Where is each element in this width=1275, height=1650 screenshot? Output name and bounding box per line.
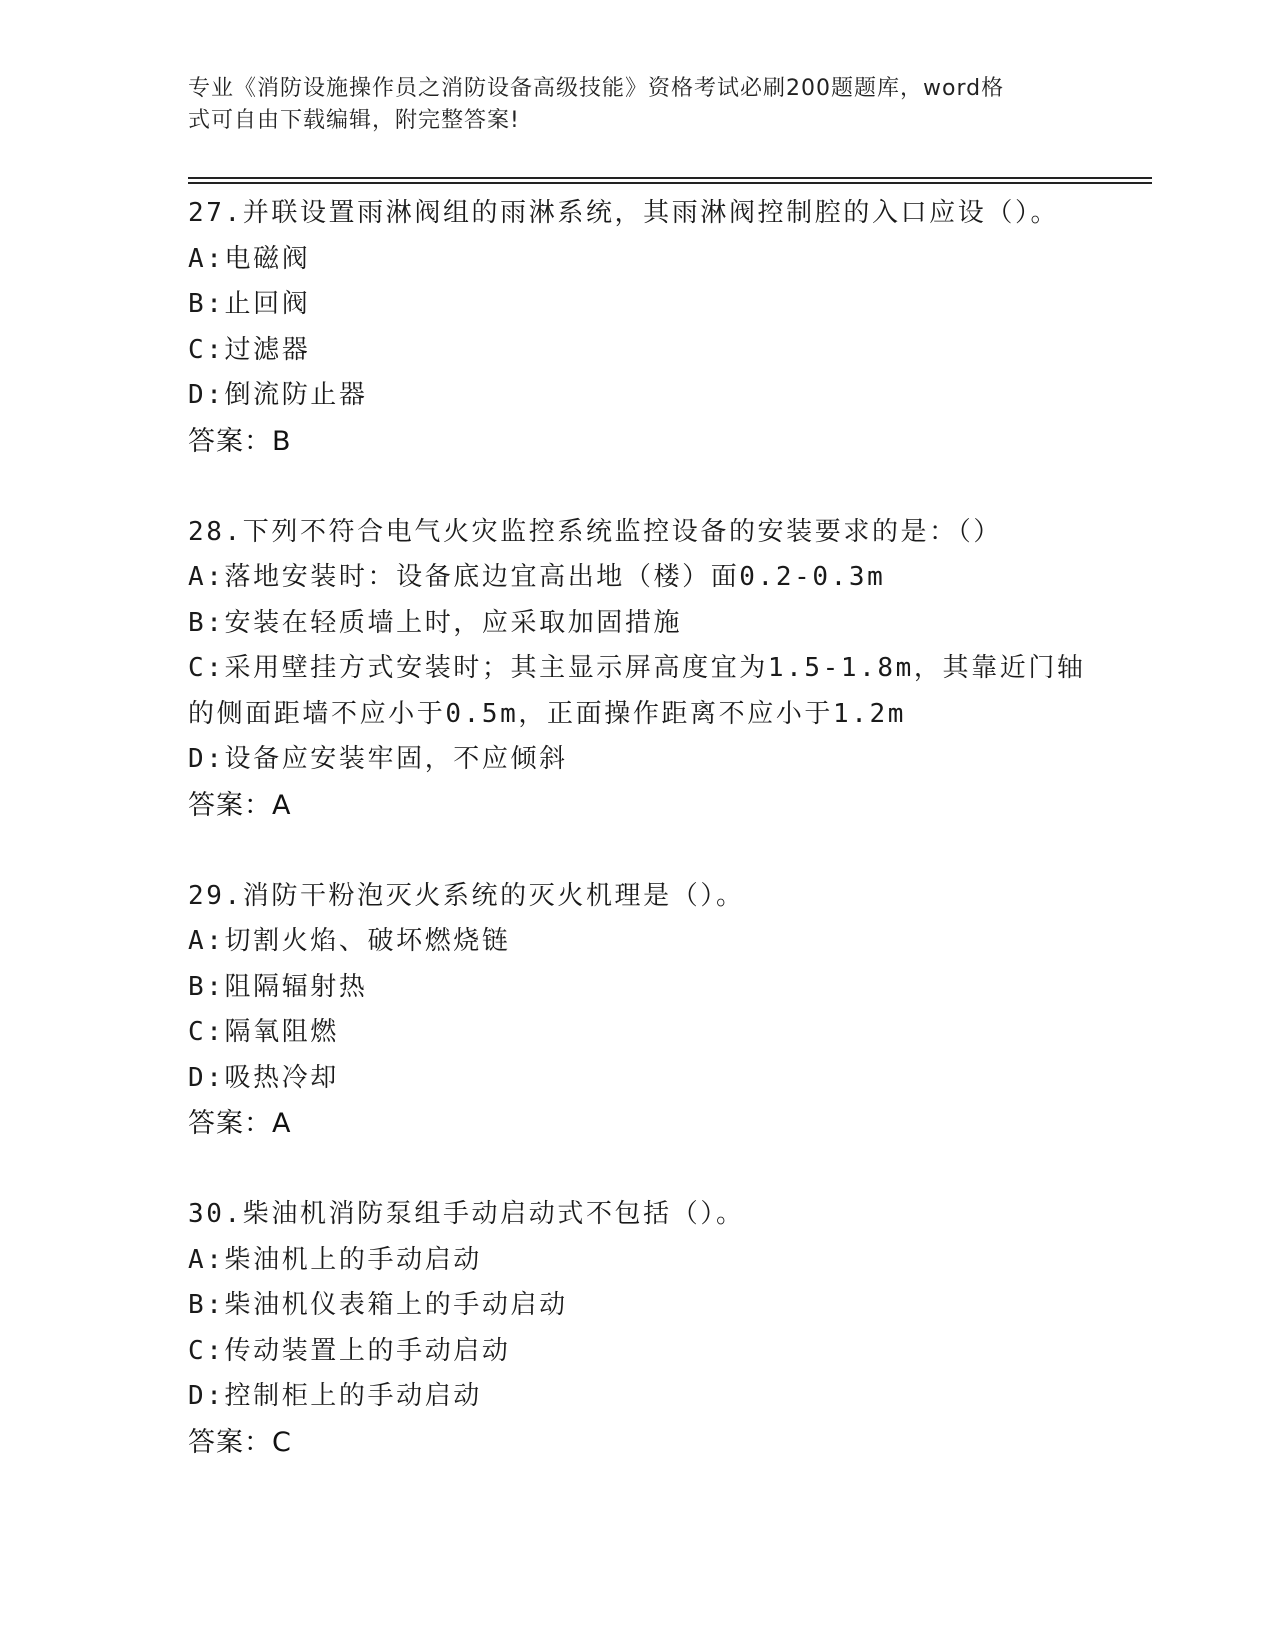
- header-line-1: 专业《消防设施操作员之消防设备高级技能》资格考试必刷200题题库，word格: [188, 76, 1005, 101]
- question-list: [188, 191, 1152, 1465]
- question-spacer: [188, 828, 1152, 874]
- header-rule-top: [188, 177, 1152, 179]
- question-29: [188, 874, 1152, 1147]
- option-c: C:隔氧阻燃: [188, 1017, 339, 1047]
- question-stem: 30.柴油机消防泵组手动启动式不包括（）。: [188, 1199, 745, 1229]
- question-stem: 27.并联设置雨淋阀组的雨淋系统，其雨淋阀控制腔的入口应设（）。: [188, 198, 1060, 228]
- option-b: B:安装在轻质墙上时，应采取加固措施: [188, 607, 683, 638]
- option-a: A:切割火焰、破坏燃烧链: [188, 926, 511, 956]
- document-header: [188, 73, 1078, 137]
- option-a: A:落地安装时：设备底边宜高出地（楼）面0.2-0.3m: [188, 562, 886, 592]
- question-27: [188, 191, 1152, 464]
- question-spacer: [188, 1147, 1152, 1193]
- option-d: D:控制柜上的手动启动: [188, 1381, 482, 1411]
- option-c: C:采用壁挂方式安装时；其主显示屏高度宜为1.5-1.8m，其靠近门轴: [188, 653, 1086, 683]
- option-c: C:传动装置上的手动启动: [188, 1335, 511, 1366]
- option-d: D:吸热冷却: [188, 1062, 339, 1093]
- option-a: A:柴油机上的手动启动: [188, 1244, 482, 1275]
- answer-label: 答案：C: [188, 1426, 292, 1458]
- header-line-2: 式可自由下载编辑，附完整答案!: [188, 108, 520, 133]
- header-rule-bottom: [188, 182, 1152, 184]
- question-spacer: [188, 464, 1152, 510]
- option-d: D:倒流防止器: [188, 380, 368, 410]
- answer-label: 答案：A: [188, 1108, 292, 1139]
- option-c: C:过滤器: [188, 334, 311, 365]
- question-stem: 29.消防干粉泡灭火系统的灭火机理是（）。: [188, 880, 745, 911]
- option-c-continued: 的侧面距墙不应小于0.5m，正面操作距离不应小于1.2m: [188, 698, 907, 729]
- option-a: A:电磁阀: [188, 243, 311, 274]
- option-b: B:阻隔辐射热: [188, 971, 368, 1002]
- answer-label: 答案：B: [188, 425, 292, 457]
- question-30: [188, 1192, 1152, 1465]
- option-b: B:止回阀: [188, 289, 311, 319]
- answer-label: 答案：A: [188, 789, 292, 821]
- question-28: [188, 510, 1152, 829]
- option-b: B:柴油机仪表箱上的手动启动: [188, 1290, 568, 1320]
- option-d: D:设备应安装牢固，不应倾斜: [188, 744, 568, 774]
- question-stem: 28.下列不符合电气火灾监控系统监控设备的安装要求的是：（）: [188, 516, 1002, 547]
